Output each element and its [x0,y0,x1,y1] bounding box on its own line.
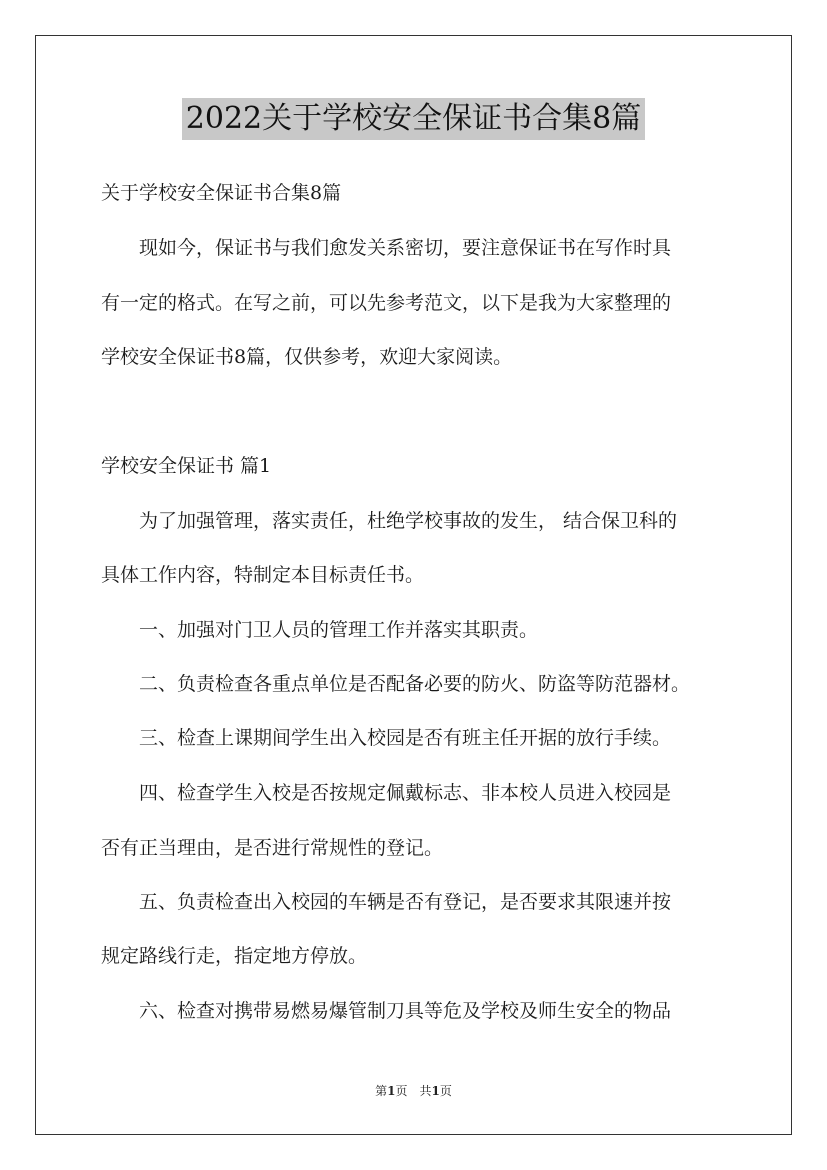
paragraph-line: 为了加强管理，落实责任，杜绝学校事故的发生， 结合保卫科的 [101,510,678,532]
paragraph-line: 二、负责检查各重点单位是否配备必要的防火、防盗等防范器材。 [101,673,691,695]
footer-page-number: 1 [387,1084,396,1098]
paragraph-line: 有一定的格式。在写之前，可以先参考范文，以下是我为大家整理的 [101,292,672,314]
subtitle-line: 关于学校安全保证书合集8篇 [101,182,342,204]
paragraph-line: 三、检查上课期间学生出入校园是否有班主任开据的放行手续。 [101,727,672,749]
footer-prefix: 第 [375,1084,388,1098]
paragraph-line: 六、检查对携带易燃易爆管制刀具等危及学校及师生安全的物品 [101,1000,672,1022]
document-title: 2022关于学校安全保证书合集8篇 [182,98,645,140]
paragraph-line: 现如今，保证书与我们愈发关系密切，要注意保证书在写作时具 [101,237,672,259]
paragraph-line: 学校安全保证书8篇，仅供参考，欢迎大家阅读。 [101,346,513,368]
title-container [0,98,827,140]
page-footer [0,1083,827,1099]
paragraph-line: 具体工作内容，特制定本目标责任书。 [101,564,425,586]
footer-mid: 页 共 [395,1084,432,1098]
footer-total-pages: 1 [431,1084,440,1098]
paragraph-line: 否有正当理由，是否进行常规性的登记。 [101,837,444,859]
section-heading: 学校安全保证书 篇1 [101,455,272,477]
paragraph-line: 一、加强对门卫人员的管理工作并落实其职责。 [101,619,539,641]
paragraph-line: 规定路线行走，指定地方停放。 [101,945,368,967]
footer-suffix: 页 [439,1084,452,1098]
paragraph-line: 四、检查学生入校是否按规定佩戴标志、非本校人员进入校园是 [101,782,672,804]
paragraph-line: 五、负责检查出入校园的车辆是否有登记，是否要求其限速并按 [101,891,672,913]
